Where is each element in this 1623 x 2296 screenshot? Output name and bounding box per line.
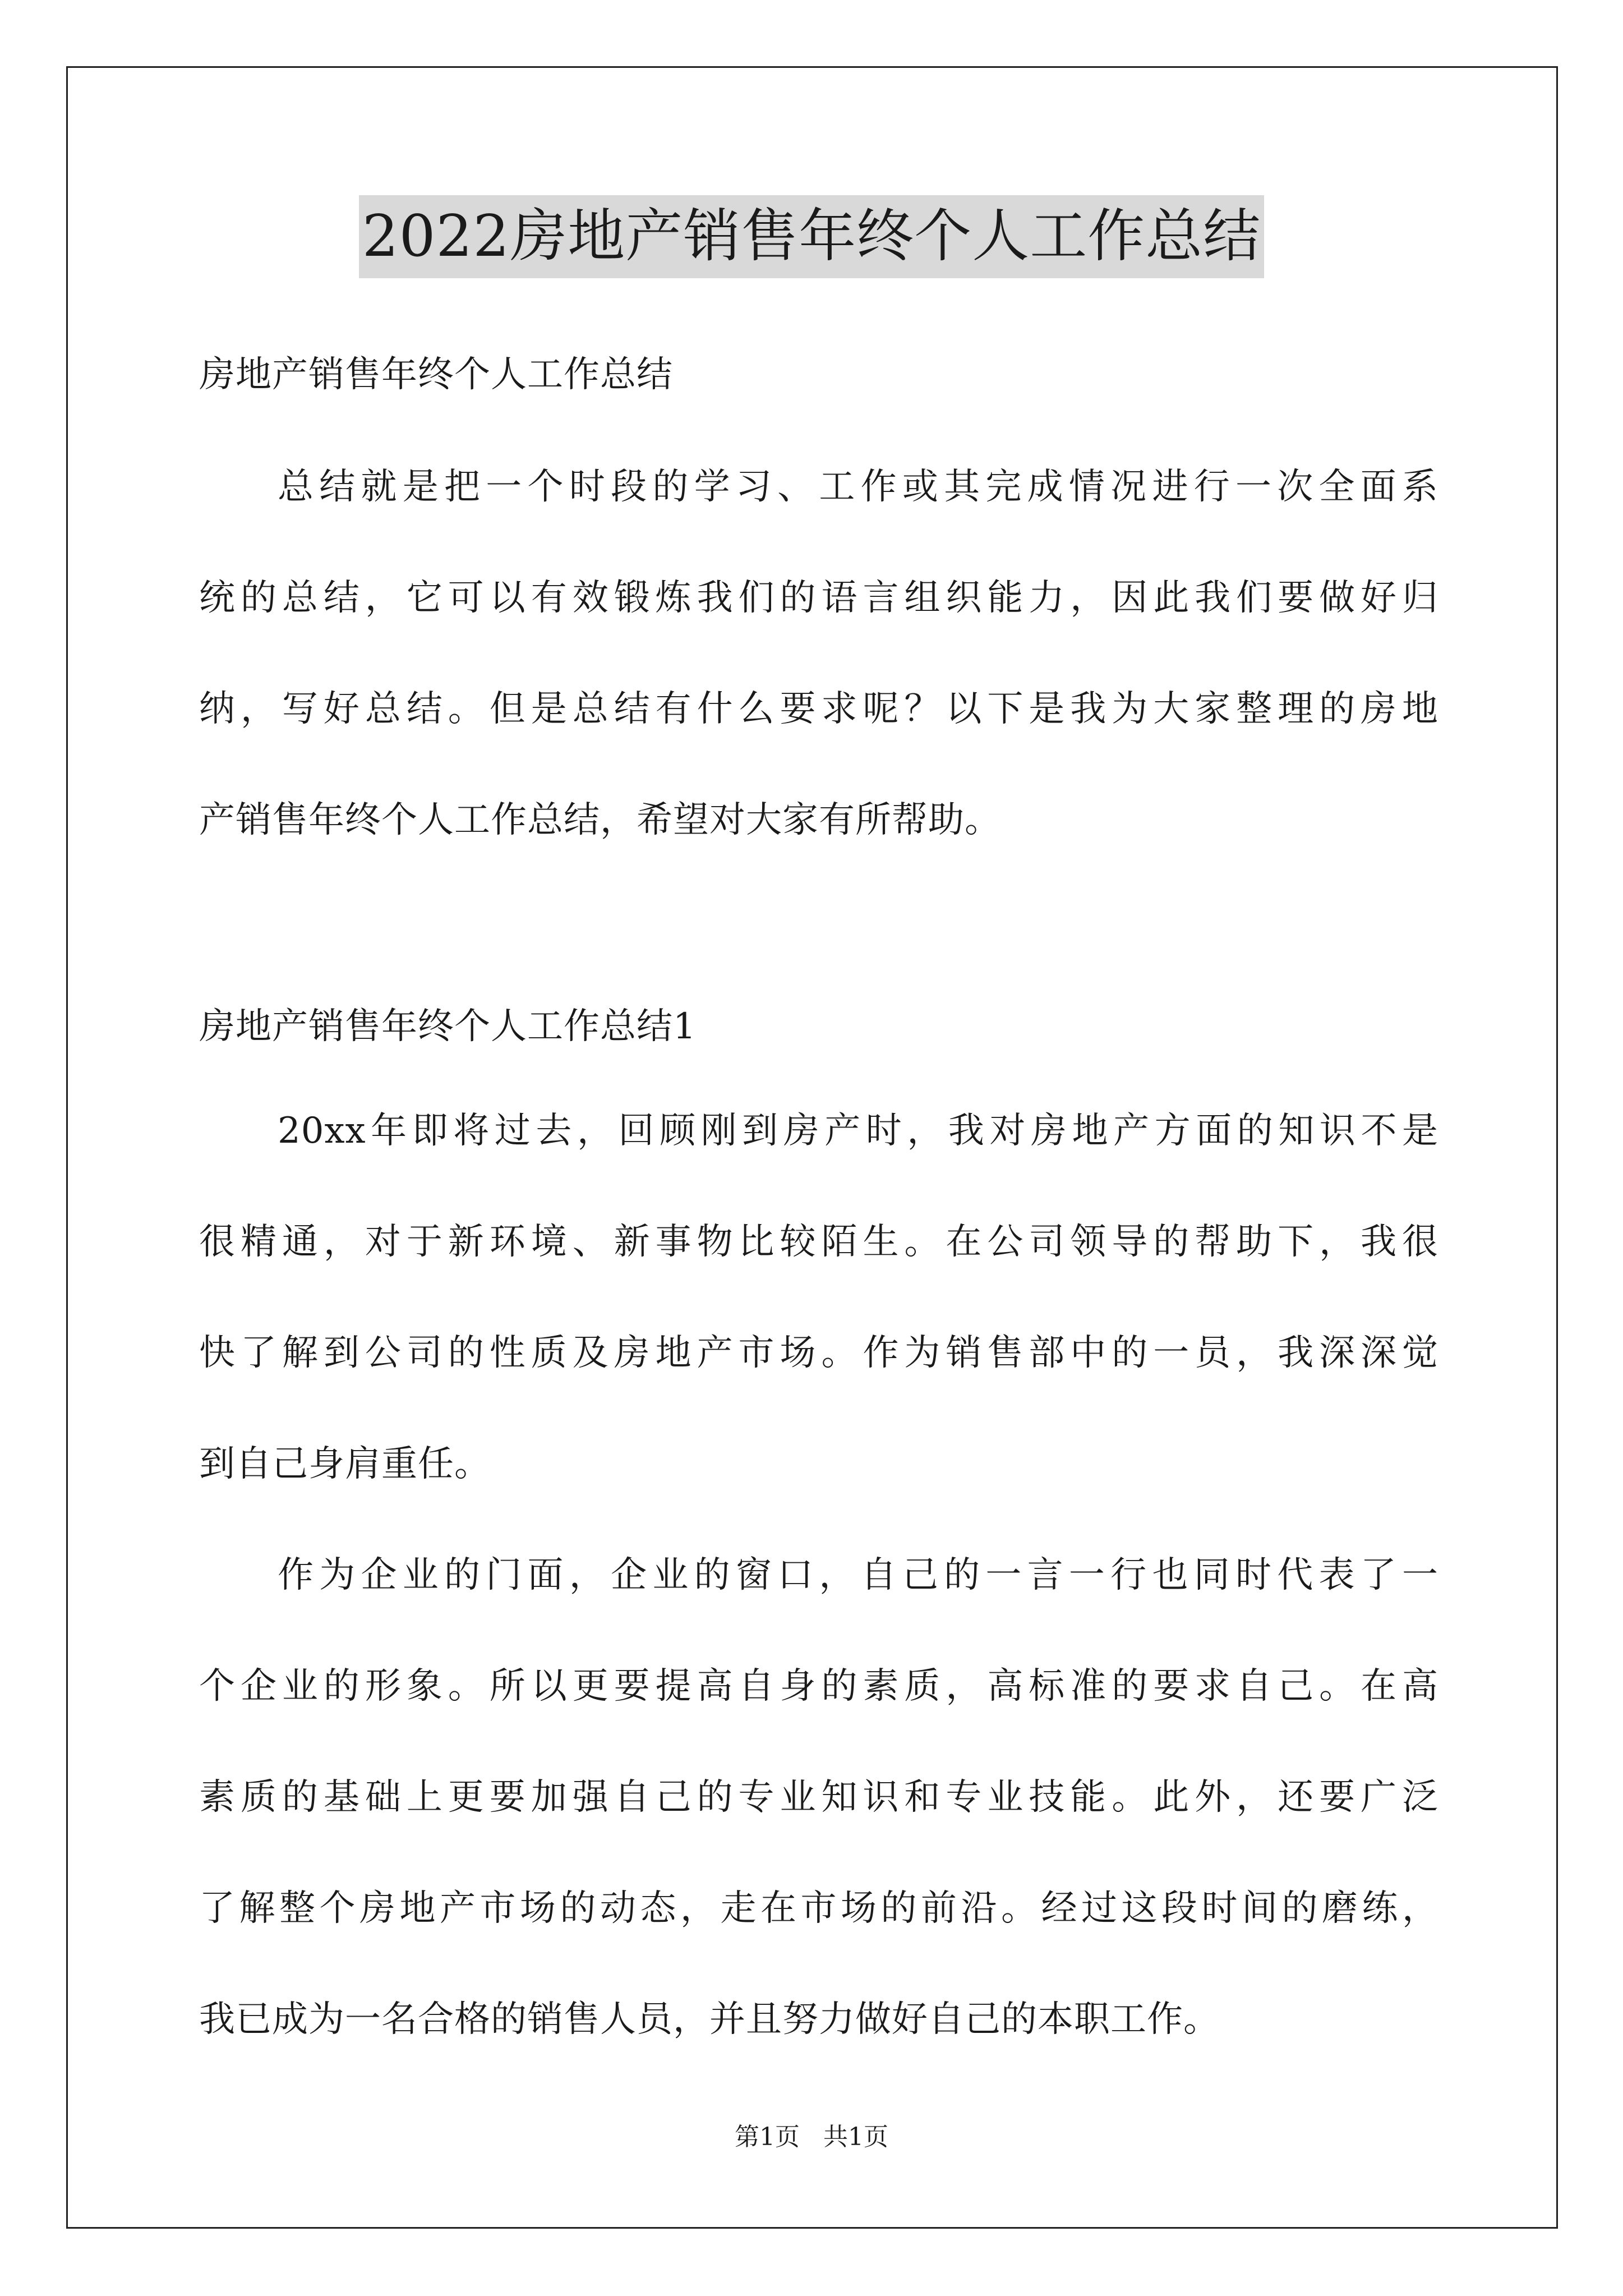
paragraph1-line: 20xx年即将过去，回顾刚到房产时，我对房地产方面的知识不是 xyxy=(278,1110,1438,1152)
paragraph1-line: 快了解到公司的性质及房地产市场。作为销售部中的一员，我深深觉 xyxy=(199,1332,1438,1374)
document-title: 2022房地产销售年终个人工作总结 xyxy=(359,195,1265,278)
intro-line: 纳，写好总结。但是总结有什么要求呢？以下是我为大家整理的房地 xyxy=(199,688,1438,730)
title-container xyxy=(0,195,1623,278)
paragraph2-line: 作为企业的门面，企业的窗口，自己的一言一行也同时代表了一 xyxy=(278,1554,1438,1596)
intro-line: 产销售年终个人工作总结，希望对大家有所帮助。 xyxy=(199,799,1001,841)
paragraph2-line: 我已成为一名合格的销售人员，并且努力做好自己的本职工作。 xyxy=(199,1999,1220,2040)
page-footer: 第1页 共1页 xyxy=(735,2123,888,2151)
intro-line: 总结就是把一个时段的学习、工作或其完成情况进行一次全面系 xyxy=(278,466,1438,508)
intro-line: 统的总结，它可以有效锻炼我们的语言组织能力，因此我们要做好归 xyxy=(199,577,1438,619)
paragraph1-line: 很精通，对于新环境、新事物比较陌生。在公司领导的帮助下，我很 xyxy=(199,1221,1438,1263)
paragraph2-line: 了解整个房地产市场的动态，走在市场的前沿。经过这段时间的磨练， xyxy=(199,1888,1438,1929)
document-subtitle: 房地产销售年终个人工作总结 xyxy=(199,354,673,395)
paragraph2-line: 个企业的形象。所以更要提高自身的素质，高标准的要求自己。在高 xyxy=(199,1665,1438,1707)
paragraph1-line: 到自己身肩重任。 xyxy=(199,1443,491,1485)
section-heading: 房地产销售年终个人工作总结1 xyxy=(199,1006,697,1047)
paragraph2-line: 素质的基础上更要加强自己的专业知识和专业技能。此外，还要广泛 xyxy=(199,1777,1438,1818)
